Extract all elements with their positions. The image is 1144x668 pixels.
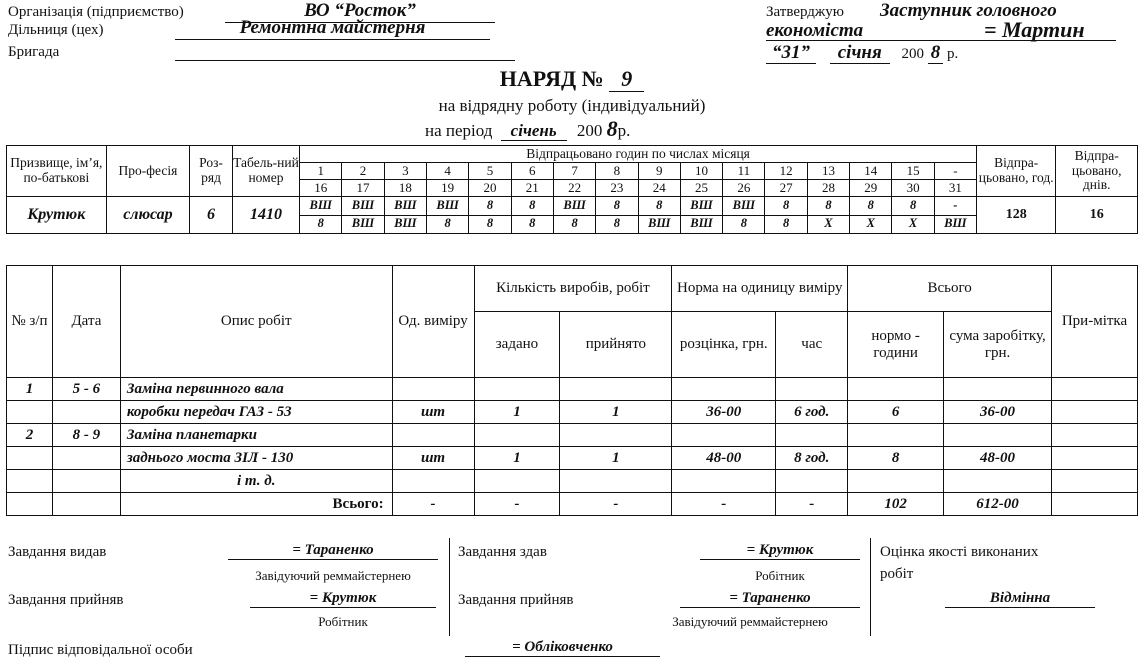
work-cell-accepted: 1 xyxy=(560,401,672,424)
total-label: Всього: xyxy=(120,493,392,516)
accepted1-name: = Крутюк xyxy=(250,590,436,608)
day-num-a-7: 7 xyxy=(553,163,595,180)
work-cell-date: 8 - 9 xyxy=(52,424,120,447)
work-row xyxy=(7,447,1138,470)
val-a-4: ВШ xyxy=(426,197,468,216)
work-cell-date: 5 - 6 xyxy=(52,378,120,401)
work-cell-time: 6 год. xyxy=(776,401,848,424)
day-num-b-1: 16 xyxy=(300,180,342,197)
work-cell-given xyxy=(474,378,560,401)
day-num-a-16: - xyxy=(934,163,976,180)
title-number: 9 xyxy=(609,66,644,92)
date-day: “31” xyxy=(766,42,816,64)
val-a-10: ВШ xyxy=(680,197,722,216)
approve-position-2: економіста xyxy=(766,20,864,41)
work-cell-date xyxy=(52,470,120,493)
day-num-a-5: 5 xyxy=(469,163,511,180)
quality-label-2: робіт xyxy=(880,566,914,582)
date-year-digit: 8 xyxy=(928,42,944,64)
val-a-2: ВШ xyxy=(342,197,384,216)
th-rank: Роз-ряд xyxy=(190,146,233,197)
day-num-b-16: 31 xyxy=(934,180,976,197)
work-cell-time xyxy=(776,470,848,493)
work-row xyxy=(7,424,1138,447)
th-accepted: прийнято xyxy=(560,312,672,378)
work-cell-no xyxy=(7,401,53,424)
issued-name: = Тараненко xyxy=(228,542,438,560)
handed-role: Робітник xyxy=(755,568,805,583)
day-num-a-2: 2 xyxy=(342,163,384,180)
work-cell-rate xyxy=(672,424,776,447)
total-given: - xyxy=(474,493,560,516)
day-num-b-3: 18 xyxy=(384,180,426,197)
day-num-b-8: 23 xyxy=(596,180,638,197)
issued-role: Завідуючий реммайстернею xyxy=(255,568,411,583)
work-row xyxy=(7,470,1138,493)
work-cell-date xyxy=(52,401,120,424)
org-value: ВО “Росток” xyxy=(225,0,495,23)
val-b-6: 8 xyxy=(511,215,553,234)
work-cell-given xyxy=(474,470,560,493)
val-b-10: ВШ xyxy=(680,215,722,234)
period-suffix: р. xyxy=(617,121,631,140)
val-b-4: 8 xyxy=(426,215,468,234)
work-cell-rate: 48-00 xyxy=(672,447,776,470)
work-cell-rate: 36-00 xyxy=(672,401,776,424)
work-cell-unit: шт xyxy=(392,401,474,424)
work-cell-nh xyxy=(848,378,944,401)
val-a-12: 8 xyxy=(765,197,807,216)
day-num-b-7: 22 xyxy=(553,180,595,197)
work-cell-nh xyxy=(848,470,944,493)
val-b-11: 8 xyxy=(723,215,765,234)
val-b-15: Х xyxy=(892,215,934,234)
work-row xyxy=(7,378,1138,401)
work-cell-rate xyxy=(672,470,776,493)
work-cell-note xyxy=(1052,378,1138,401)
work-cell-given: 1 xyxy=(474,447,560,470)
val-a-16: - xyxy=(934,197,976,216)
work-cell-desc: Заміна первинного вала xyxy=(120,378,392,401)
dept-value: Ремонтна майстерня xyxy=(175,17,490,40)
th-hours: Відпра-цьовано, год. xyxy=(977,146,1056,197)
work-cell-sum xyxy=(944,378,1052,401)
day-num-b-12: 27 xyxy=(765,180,807,197)
period-month: січень xyxy=(501,121,567,141)
day-num-b-10: 25 xyxy=(680,180,722,197)
quality-label: Оцінка якості виконаних xyxy=(880,544,1039,560)
approve-label: Затверджую xyxy=(766,4,844,20)
val-b-14: Х xyxy=(850,215,892,234)
val-a-7: ВШ xyxy=(553,197,595,216)
val-a-11: ВШ xyxy=(723,197,765,216)
issued-label: Завдання видав xyxy=(8,544,107,560)
work-cell-no xyxy=(7,447,53,470)
work-row xyxy=(7,401,1138,424)
day-num-b-15: 30 xyxy=(892,180,934,197)
th-name: Призвище, ім’я, по-батькові xyxy=(7,146,107,197)
th-time: час xyxy=(776,312,848,378)
period-year-prefix: 200 xyxy=(576,121,603,140)
day-num-b-14: 29 xyxy=(850,180,892,197)
th-total: Всього xyxy=(848,266,1052,312)
date-suffix: р. xyxy=(947,46,959,62)
val-b-9: ВШ xyxy=(638,215,680,234)
work-cell-sum: 36-00 xyxy=(944,401,1052,424)
work-cell-note xyxy=(1052,401,1138,424)
th-given: задано xyxy=(474,312,560,378)
title-main: НАРЯД № xyxy=(499,66,604,91)
approve-name: = Мартин xyxy=(984,17,1085,42)
works-table xyxy=(6,265,1138,516)
val-b-16: ВШ xyxy=(934,215,976,234)
val-a-6: 8 xyxy=(511,197,553,216)
work-cell-given xyxy=(474,424,560,447)
work-cell-unit xyxy=(392,470,474,493)
dept-label: Дільниця (цех) xyxy=(8,22,104,38)
val-b-12: 8 xyxy=(765,215,807,234)
work-cell-accepted xyxy=(560,470,672,493)
work-cell-note xyxy=(1052,424,1138,447)
val-b-7: 8 xyxy=(553,215,595,234)
brigade-label: Бригада xyxy=(8,44,60,60)
timesheet-table xyxy=(6,145,1138,234)
val-a-9: 8 xyxy=(638,197,680,216)
work-cell-date xyxy=(52,447,120,470)
total-normhours: 102 xyxy=(848,493,944,516)
work-cell-given: 1 xyxy=(474,401,560,424)
worker-name: Крутюк xyxy=(7,197,107,234)
val-b-2: ВШ xyxy=(342,215,384,234)
work-cell-desc: заднього моста ЗІЛ - 130 xyxy=(120,447,392,470)
work-cell-desc: коробки передач ГАЗ - 53 xyxy=(120,401,392,424)
day-num-a-10: 10 xyxy=(680,163,722,180)
work-cell-no xyxy=(7,470,53,493)
day-num-a-8: 8 xyxy=(596,163,638,180)
work-cell-note xyxy=(1052,447,1138,470)
day-num-b-2: 17 xyxy=(342,180,384,197)
day-num-b-11: 26 xyxy=(723,180,765,197)
th-desc: Опис робіт xyxy=(120,266,392,378)
val-a-13: 8 xyxy=(807,197,849,216)
th-note: При-мітка xyxy=(1052,266,1138,378)
work-cell-nh xyxy=(848,424,944,447)
val-a-5: 8 xyxy=(469,197,511,216)
doc-title xyxy=(0,66,1144,92)
day-num-a-11: 11 xyxy=(723,163,765,180)
brigade-line xyxy=(175,38,515,61)
approve-date xyxy=(766,42,958,64)
work-cell-note xyxy=(1052,470,1138,493)
work-cell-sum xyxy=(944,470,1052,493)
work-cell-sum xyxy=(944,424,1052,447)
val-a-15: 8 xyxy=(892,197,934,216)
quality-value: Відмінна xyxy=(945,590,1095,608)
val-b-13: Х xyxy=(807,215,849,234)
work-cell-nh: 8 xyxy=(848,447,944,470)
total-no xyxy=(7,493,53,516)
work-cell-sum: 48-00 xyxy=(944,447,1052,470)
total-sum: 612-00 xyxy=(944,493,1052,516)
work-cell-unit: шт xyxy=(392,447,474,470)
worker-rank: 6 xyxy=(190,197,233,234)
th-sum: сума заробітку, грн. xyxy=(944,312,1052,378)
day-num-a-13: 13 xyxy=(807,163,849,180)
val-b-5: 8 xyxy=(469,215,511,234)
date-month: січня xyxy=(830,42,890,64)
day-num-b-5: 20 xyxy=(469,180,511,197)
period-label: на період xyxy=(425,121,493,140)
val-a-14: 8 xyxy=(850,197,892,216)
accepted1-label: Завдання прийняв xyxy=(8,592,124,608)
org-label: Організація (підприємство) xyxy=(8,4,184,20)
worker-prof: слюсар xyxy=(106,197,189,234)
worker-tab: 1410 xyxy=(232,197,299,234)
work-cell-desc: Заміна планетарки xyxy=(120,424,392,447)
work-cell-no: 2 xyxy=(7,424,53,447)
th-date: Дата xyxy=(52,266,120,378)
responsible-label: Підпис відповідальної особи xyxy=(8,642,193,658)
accepted2-role: Завідуючий реммайстернею xyxy=(672,614,828,629)
th-tab: Табель-ний номер xyxy=(232,146,299,197)
work-cell-unit xyxy=(392,424,474,447)
val-a-8: 8 xyxy=(596,197,638,216)
th-prof: Про-фесія xyxy=(106,146,189,197)
val-a-1: ВШ xyxy=(300,197,342,216)
total-unit: - xyxy=(392,493,474,516)
total-time: - xyxy=(776,493,848,516)
day-num-a-3: 3 xyxy=(384,163,426,180)
total-note xyxy=(1052,493,1138,516)
accepted2-name: = Тараненко xyxy=(680,590,860,608)
val-b-3: ВШ xyxy=(384,215,426,234)
total-hours: 128 xyxy=(977,197,1056,234)
day-num-b-6: 21 xyxy=(511,180,553,197)
date-year-prefix: 200 xyxy=(901,46,925,62)
th-normhours: нормо - години xyxy=(848,312,944,378)
total-accepted: - xyxy=(560,493,672,516)
title-period xyxy=(425,116,630,142)
th-unit: Од. виміру xyxy=(392,266,474,378)
period-year-digit: 8 xyxy=(606,116,618,141)
work-cell-accepted: 1 xyxy=(560,447,672,470)
th-norm: Норма на одиницу виміру xyxy=(672,266,848,312)
work-cell-desc: і т. д. xyxy=(120,470,392,493)
approve-position-line xyxy=(766,17,1116,42)
work-cell-time: 8 год. xyxy=(776,447,848,470)
total-rate: - xyxy=(672,493,776,516)
accepted1-role: Робітник xyxy=(318,614,368,629)
divider-2 xyxy=(870,538,871,636)
work-cell-nh: 6 xyxy=(848,401,944,424)
total-days: 16 xyxy=(1056,197,1138,234)
responsible-name: = Обліковченко xyxy=(465,639,660,657)
work-cell-accepted xyxy=(560,378,672,401)
work-cell-time xyxy=(776,424,848,447)
total-date xyxy=(52,493,120,516)
work-cell-no: 1 xyxy=(7,378,53,401)
th-qty: Кількість виробів, робіт xyxy=(474,266,672,312)
day-num-a-12: 12 xyxy=(765,163,807,180)
day-num-a-15: 15 xyxy=(892,163,934,180)
day-num-a-6: 6 xyxy=(511,163,553,180)
day-num-a-4: 4 xyxy=(426,163,468,180)
work-cell-accepted xyxy=(560,424,672,447)
th-daycount: Відпра-цьовано, днів. xyxy=(1056,146,1138,197)
work-cell-time xyxy=(776,378,848,401)
th-rate: розцінка, грн. xyxy=(672,312,776,378)
approve-position: Заступник головного xyxy=(880,0,1057,21)
th-no: № з/п xyxy=(7,266,53,378)
day-num-b-9: 24 xyxy=(638,180,680,197)
work-cell-unit xyxy=(392,378,474,401)
day-num-a-9: 9 xyxy=(638,163,680,180)
val-b-1: 8 xyxy=(300,215,342,234)
day-num-b-13: 28 xyxy=(807,180,849,197)
work-cell-rate xyxy=(672,378,776,401)
th-days: Відпрацьовано годин по числах місяця xyxy=(300,146,977,163)
day-num-a-1: 1 xyxy=(300,163,342,180)
accepted2-label: Завдання прийняв xyxy=(458,592,574,608)
title-subtitle: на відрядну роботу (індивідуальний) xyxy=(438,96,706,115)
val-b-8: 8 xyxy=(596,215,638,234)
handed-label: Завдання здав xyxy=(458,544,547,560)
day-num-b-4: 19 xyxy=(426,180,468,197)
val-a-3: ВШ xyxy=(384,197,426,216)
divider-1 xyxy=(449,538,450,636)
day-num-a-14: 14 xyxy=(850,163,892,180)
handed-name: = Крутюк xyxy=(700,542,860,560)
